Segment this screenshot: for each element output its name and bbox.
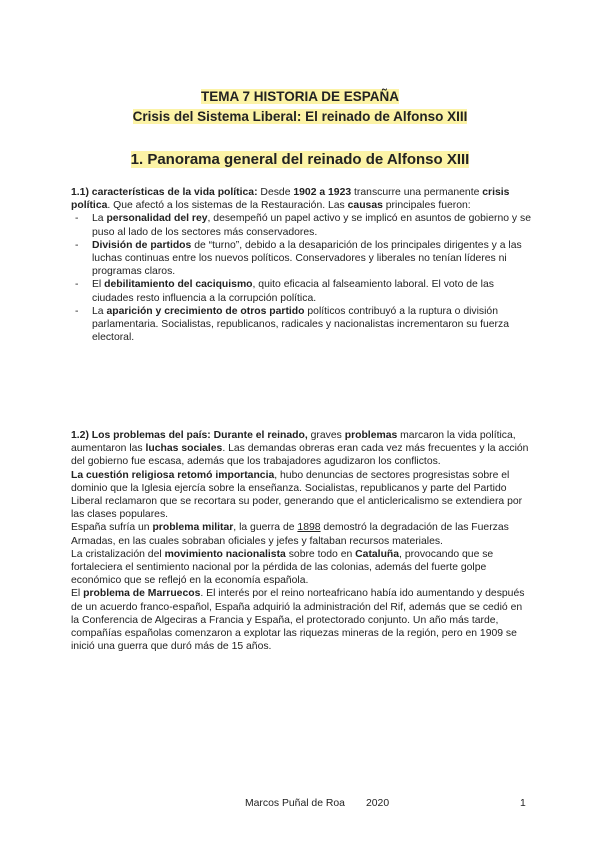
bold-term: luchas sociales — [145, 443, 223, 455]
text-run: graves — [307, 430, 345, 441]
title-line-1: TEMA 7 HISTORIA DE ESPAÑA — [200, 89, 400, 104]
text-run: . Las demandas obreras eran cada vez más frecuentes y la acción del gobierno fue escasa, además que los trabajadores agudizaron los conflictos. — [71, 443, 529, 468]
paragraph-religion — [71, 469, 531, 522]
text-run: transcurre una permanente — [351, 187, 483, 198]
section-1-1-intro — [71, 186, 531, 212]
text-run: sobre todo en — [285, 548, 356, 560]
bold-term: Cataluña — [355, 548, 400, 560]
crisis-term: crisis política — [71, 187, 510, 212]
paragraph-social — [71, 429, 531, 469]
text-run: , la guerra de — [233, 522, 298, 534]
text-run: La — [92, 305, 107, 317]
list-item — [71, 212, 531, 238]
text-run: de “turno”, debido a la desaparición de los principales dirigentes y a las luchas continuas entre los nuevos políticos. Conservadores y liberales no tenían líderes ni programas claros. — [92, 239, 522, 278]
paragraph-military — [71, 521, 531, 547]
text-run: , provocando que se fortaleciera el sentimiento nacional por la pérdida de las colonias, además del fuerte golpe económico que se reflejó en la economía española. — [71, 548, 494, 587]
paragraph-nationalism — [71, 548, 531, 588]
list-item — [71, 239, 531, 279]
causas-term: causas — [347, 200, 383, 212]
paragraph-morocco — [71, 587, 531, 653]
section-1-2-heading: 1.2) Los problemas del país: Durante el reinado, — [71, 430, 308, 441]
text-run: , quito eficacia al falseamiento laboral. El voto de las ciudades resto influencia a la corrupción política. — [92, 279, 494, 304]
section-heading — [0, 150, 600, 170]
list-item — [71, 278, 531, 304]
bold-term: La cuestión religiosa retomó importancia — [71, 469, 275, 481]
text-run: La cristalización del — [71, 548, 165, 560]
bold-term: movimiento nacionalista — [164, 548, 286, 560]
document-title — [0, 88, 600, 106]
document-subtitle — [0, 108, 600, 126]
bold-term: problema militar — [152, 522, 234, 534]
bold-term: aparición y crecimiento de otros partido — [106, 305, 305, 317]
text-run: , desempeñó un papel activo y se implicó en asuntos de gobierno y se puso al lado de los sectores más conservadores. — [92, 213, 531, 238]
text-run: marcaron la vida política, aumentaron las — [71, 430, 516, 455]
list-item — [71, 305, 531, 345]
footer-author: Marcos Puñal de Roa — [245, 798, 345, 809]
causes-list — [71, 212, 531, 344]
section-1-2 — [71, 429, 531, 653]
text-run: . El interés por el reino norteafricano había ido aumentando y después de un acuerdo franco-español, España adquirió la administración del Rif, además que se cedió en la Conferencia de Algeciras a Francia y España, el protectorado conjunto. Un año más tarde, compañías españolas comenzaron a explotar las riquezas mineras de la región, pero en 1909 se inició una guerra que duró más de 15 años. — [71, 588, 525, 653]
bold-term: División de partidos — [92, 239, 192, 251]
text-run: El — [92, 279, 105, 291]
text-run: La — [92, 213, 107, 225]
text-run: España sufría un — [71, 522, 153, 534]
section-heading-text: 1. Panorama general del reinado de Alfonso XIII — [130, 151, 470, 168]
underlined-year: 1898 — [297, 522, 321, 534]
text-run: demostró la degradación de las Fuerzas Armadas, en las cuales sobraban oficiales y jefes y faltaban recursos materiales. — [71, 522, 509, 547]
bold-term: problemas — [344, 430, 398, 441]
text-run: principales fueron: — [382, 200, 471, 212]
text-run: , hubo denuncias de sectores progresistas sobre el dominio que la Iglesia ejercía sobre la enseñanza. Socialistas, republicanos y parte del Partido Liberal reclamaron que se recortara su poder, generando que el anticlericalismo se extendiera por las clases populares. — [71, 469, 523, 521]
page-number: 1 — [520, 798, 526, 809]
text-run: . Que afectó a los sistemas de la Restauración. Las — [107, 200, 348, 212]
bold-term: personalidad del rey — [106, 213, 208, 225]
text-run: El — [71, 588, 84, 600]
text-run: Desde — [257, 187, 294, 198]
years-range: 1902 a 1923 — [293, 187, 352, 198]
bold-term: debilitamiento del caciquismo — [104, 279, 253, 291]
section-1-1-heading: 1.1) características de la vida política: — [71, 187, 258, 198]
text-run: políticos contribuyó a la ruptura o división parlamentaria. Socialistas, republicanos, radicales y nacionalistas incrementaron su fuerza electoral. — [92, 305, 509, 344]
section-1-1 — [71, 186, 531, 344]
title-line-2: Crisis del Sistema Liberal: El reinado de Alfonso XIII — [132, 109, 468, 124]
footer-year: 2020 — [366, 798, 390, 809]
bold-term: problema de Marruecos — [83, 588, 201, 600]
